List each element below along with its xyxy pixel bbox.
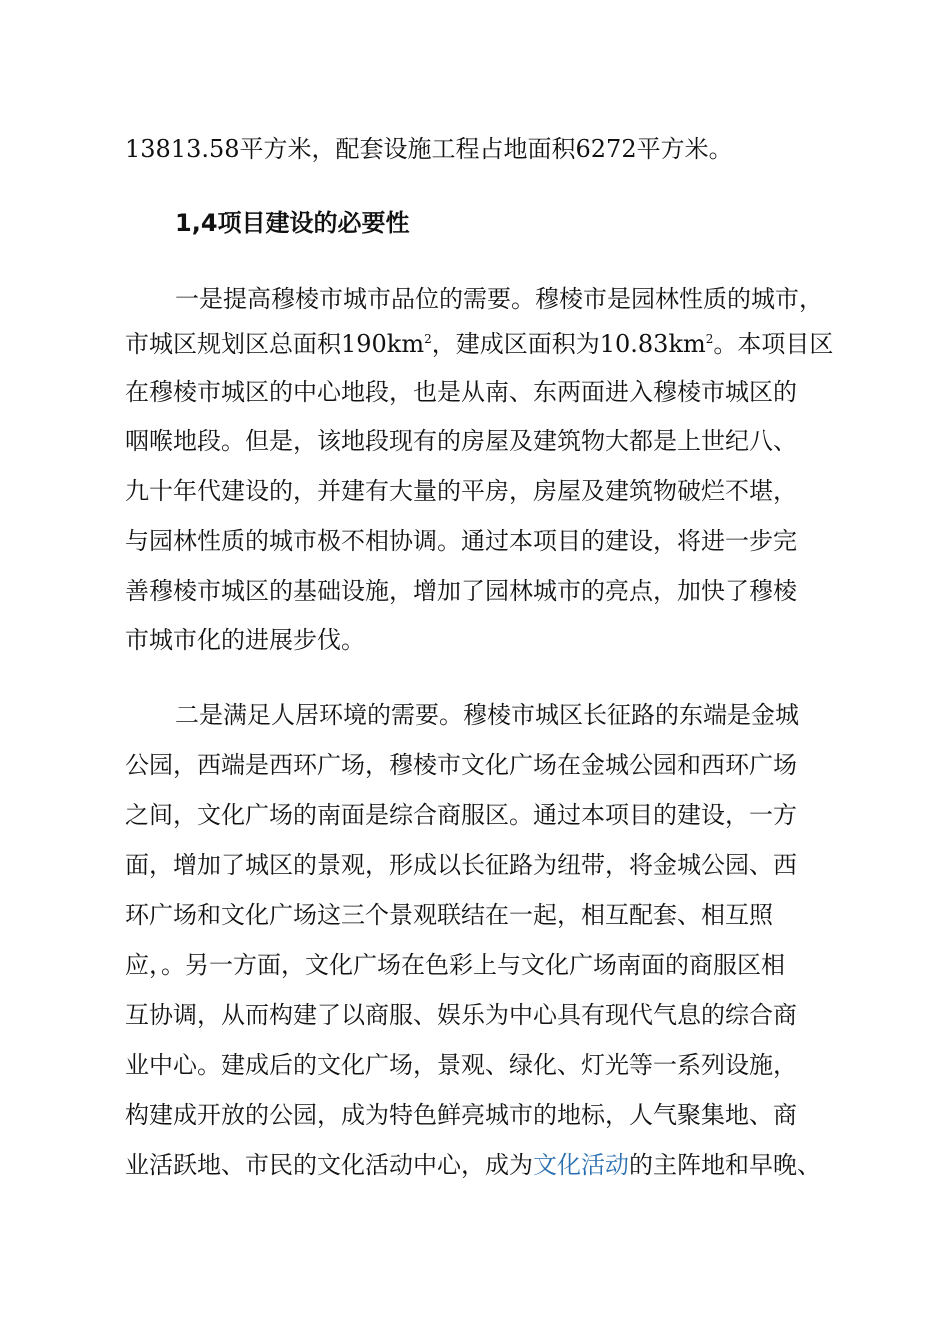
culture-activity-link[interactable]: 文化活动 — [533, 1151, 629, 1179]
paragraph-line: 二是满足人居环境的需要。穆棱市城区长征路的东端是金城 — [175, 701, 799, 729]
paragraph-line: 公园，西端是西环广场，穆棱市文化广场在金城公园和西环广场 — [125, 751, 797, 779]
section-heading: 1,4项目建设的必要性 — [175, 209, 410, 237]
paragraph-line: 咽喉地段。但是，该地段现有的房屋及建筑物大都是上世纪八、 — [125, 427, 797, 455]
text-span: 的主阵地和早晚、 — [629, 1151, 821, 1179]
paragraph-line: 善穆棱市城区的基础设施，增加了园林城市的亮点，加快了穆棱 — [125, 577, 797, 605]
text-span: 。本项目区 — [713, 330, 834, 358]
paragraph-line: 面，增加了城区的景观，形成以长征路为纽带，将金城公园、西 — [125, 851, 797, 879]
paragraph-line: 互协调，从而构建了以商服、娱乐为中心具有现代气息的综合商 — [125, 1001, 797, 1029]
paragraph-line: 市城市化的进展步伐。 — [125, 626, 365, 654]
text-span: 市城区规划区总面积190km — [125, 330, 425, 358]
text-span: 业活跃地、市民的文化活动中心，成为 — [125, 1151, 533, 1179]
paragraph-line — [125, 1150, 821, 1180]
paragraph-line: 在穆棱市城区的中心地段，也是从南、东两面进入穆棱市城区的 — [125, 378, 797, 406]
paragraph-line: 一是提高穆棱市城市品位的需要。穆棱市是园林性质的城市， — [175, 285, 823, 313]
body-text-line: 13813.58平方米，配套设施工程占地面积6272平方米。 — [125, 135, 733, 163]
paragraph-line — [125, 329, 833, 359]
paragraph-line: 九十年代建设的，并建有大量的平房，房屋及建筑物破烂不堪， — [125, 477, 797, 505]
paragraph-line: 应，。另一方面，文化广场在色彩上与文化广场南面的商服区相 — [125, 951, 785, 979]
superscript: 2 — [705, 332, 714, 346]
paragraph-line: 构建成开放的公园，成为特色鲜亮城市的地标，人气聚集地、商 — [125, 1101, 797, 1129]
paragraph-line: 与园林性质的城市极不相协调。通过本项目的建设，将进一步完 — [125, 527, 797, 555]
superscript: 2 — [424, 332, 432, 346]
paragraph-line: 之间，文化广场的南面是综合商服区。通过本项目的建设，一方 — [125, 801, 797, 829]
paragraph-line: 环广场和文化广场这三个景观联结在一起，相互配套、相互照 — [125, 901, 773, 929]
text-span: ，建成区面积为10.83km — [431, 330, 706, 358]
paragraph-line: 业中心。建成后的文化广场，景观、绿化、灯光等一系列设施， — [125, 1051, 797, 1079]
